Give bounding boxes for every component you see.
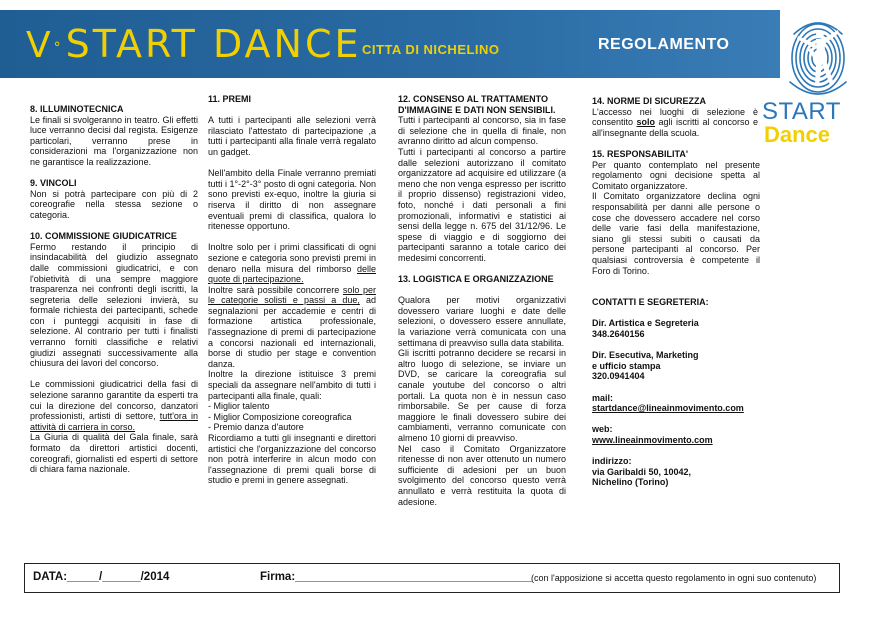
address-line: via Garibaldi 50, 10042, xyxy=(592,466,692,477)
section-text: Le finali si svolgeranno in teatro. Gli effetti luce verranno decisi dal regista. Esigenze particolari, verranno prese in considerazioni ma l'organizzazione non ne garantisce la realizzazione. xyxy=(30,114,198,167)
signature-field[interactable]: Firma:_____________________________________ xyxy=(260,571,532,583)
section-heading: 10. COMMISSIONE GIUDICATRICE xyxy=(30,231,177,242)
contact-label: Dir. Esecutiva, Marketing xyxy=(592,350,699,361)
contact-phone: 348.2640156 xyxy=(592,329,645,340)
list-item: - Miglior Composizione coreografica xyxy=(208,411,352,422)
section-text: Tutti i partecipanti al concorso a partire dalle selezioni autorizzano il comitato organizzatore ad acquisire ed utilizzare (a meno che non venga espresso per iscritto il proprio dissenso) registrazioni video, foto, nonché i dati personali a fini promozionali, informativi e statistici ai sensi della legge n. 675 del 31/12/96. Le spese di viaggio e di soggiorno dei partecipanti saranno a totale carico dei medesimi concorrenti. xyxy=(398,146,566,263)
page-title: REGOLAMENTO xyxy=(598,36,730,53)
mail-label: mail: xyxy=(592,392,614,403)
section-heading: 11. PREMI xyxy=(208,94,252,104)
section-text: L'accesso nei luoghi di selezione è consentito solo agli iscritti al concorso e all'insegnante della scuola. xyxy=(592,106,758,138)
section-text: Per quanto contemplato nel presente regolamento ogni decisione spetta al Comitato organizzatore. xyxy=(592,159,760,191)
section-text: Il Comitato organizzatore declina ogni responsabilità per danni alle persone o cose che dovessero accadere nel corso delle varie fasi della manifestazione, siano gli stessi subiti o causati da persone partecipanti al concorso. Per qualsiasi controversia è competente il Foro di Torino. xyxy=(592,191,760,276)
signature-box xyxy=(24,563,840,593)
city-subtitle: CITTA DI NICHELINO xyxy=(362,42,500,57)
section-text: Tutti i partecipanti al concorso, sia in fase di selezione che in quella di finale, non avranno diritto ad alcun compenso. xyxy=(398,115,566,147)
section-heading: 9. VINCOLI xyxy=(30,178,77,189)
section-heading: 12. CONSENSO AL TRATTAMENTO D'IMMAGINE E DATI NON SENSIBILI. xyxy=(398,94,556,115)
start-dance-logo: START Dance xyxy=(762,98,841,147)
section-text: A tutti i partecipanti alle selezioni verrà rilasciato l'attestato di partecipazione ,a tutti i partecipanti alla finale verrà regalato un gadget. xyxy=(208,115,376,157)
date-field[interactable]: DATA:_____/______/2014 xyxy=(33,571,170,583)
column-2 xyxy=(208,94,376,486)
fingerprint-dancer-icon xyxy=(778,14,858,100)
section-text: Qualora per motivi organizzativi dovessero variare luoghi e date delle selezioni, o dovessero essere annullate, la variazione verrà comunicata con una settimana di preavviso sulla data stabilita. xyxy=(398,295,566,348)
section-text: Gli iscritti potranno decidere se recarsi in altro luogo di selezione, se inviare un DVD, se caricare la coreografia sul canale youtube del concorso o altri portali. La quota non è in nessun caso rimborsabile. Se per cause di forza maggiore le finali dovessero subire dei cambiamenti, verranno comunicate con almeno 10 giorni di preavviso. xyxy=(398,348,566,443)
section-text: Ricordiamo a tutti gli insegnanti e direttori artistici che l'organizzazione del concorso non potrà interferire in alcun modo con l'assegnazione di premi quali borse di studio e premi in genere assegnati. xyxy=(208,433,376,486)
contact-phone: 320.0941404 xyxy=(592,371,645,382)
section-text: La Giuria di qualità del Gala finale, sarà formato da direttori artistici docenti, coreografi, giornalisti ed esperti di settore di chiara fama nazionale. xyxy=(30,432,198,475)
section-text: Non si potrà partecipare con più di 2 coreografie nella stessa sezione o categoria. xyxy=(30,188,198,220)
column-3 xyxy=(398,94,566,507)
contacts-title: CONTATTI E SEGRETERIA: xyxy=(592,297,709,308)
section-text: Nell'ambito della Finale verranno premiati tutti i 1°-2°-3° posto di ogni categoria. Non sono previsti ex-equo, inoltre la giuria si riserva il diritto di non assegnare eventuali premi di classifica, qualora lo ritenesse opportuno. xyxy=(208,168,376,232)
address-label: indirizzo: xyxy=(592,456,632,467)
mail-link[interactable]: startdance@lineainmovimento.com xyxy=(592,403,744,414)
section-heading: 14. NORME DI SICUREZZA xyxy=(592,96,707,106)
address-line: Nichelino (Torino) xyxy=(592,477,669,488)
section-heading: 8. ILLUMINOTECNICA xyxy=(30,104,124,114)
web-link[interactable]: www.lineainmovimento.com xyxy=(592,435,713,445)
column-1 xyxy=(30,104,198,475)
section-text: Fermo restando il principio di insindacabilità del giudizio assegnato dalle commissioni giudicatrici, e con l'obietività di una sempre maggiore trasparenza nei confronti degli iscritti, la segreteria delle selezioni invierà, su formale richiesta dei partecipanti, schede con i punteggi acquisiti in fase di selezione. Al contrario per tutti i finalisti verranno forniti classifiche e relativi giudizi assegnati successivamente alla chiusura dei lavori del concorso. xyxy=(30,241,198,369)
acceptance-note: (con l'apposizione si accetta questo regolamento in ogni suo contenuto) xyxy=(531,573,817,583)
section-text: Inoltre sarà possibile concorrere solo per le categorie solisti e passi a due, ad segnalazioni per accademie e centri di formazione artistica professionale, l'assegnazione di premi di partecipazione a concorsi nazionali ed internazionali, borse di studio per stage e convention danza. xyxy=(208,284,377,369)
brand-title: V°START DANCE xyxy=(26,22,362,66)
section-heading: 13. LOGISTICA E ORGANIZZAZIONE xyxy=(398,274,554,285)
column-4 xyxy=(592,96,760,488)
section-text: Nel caso il Comitato Organizzatore ritenesse di non aver ottenuto un numero sufficiente di adesioni per un buon svolgimento del concorso questo verrà annullato e verrà restituita la quota di adesione. xyxy=(398,443,566,507)
web-label: web: xyxy=(592,424,613,435)
list-item: - Premio danza d'autore xyxy=(208,422,304,433)
list-item: - Miglior talento xyxy=(208,401,270,412)
section-heading: 15. RESPONSABILITA' xyxy=(592,148,688,159)
section-text: Inoltre solo per i primi classificati di ogni sezione e categoria sono previsti premi in denaro nella misura del rimborso delle quote di partecipazione. xyxy=(208,242,376,285)
section-text: Le commissioni giudicatrici della fasi di selezione saranno garantite da esperti tra cui la direzione del concorso, danzatori professionisti, artisti di settore, tutt'ora in attività di carriera in corso. xyxy=(30,379,198,432)
section-text: Inoltre la direzione istituisce 3 premi speciali da assegnare nell'ambito di tutti i partecipanti alla finale, quali: xyxy=(208,369,376,401)
contact-label: e ufficio stampa xyxy=(592,360,661,371)
contact-label: Dir. Artistica e Segreteria xyxy=(592,318,699,329)
